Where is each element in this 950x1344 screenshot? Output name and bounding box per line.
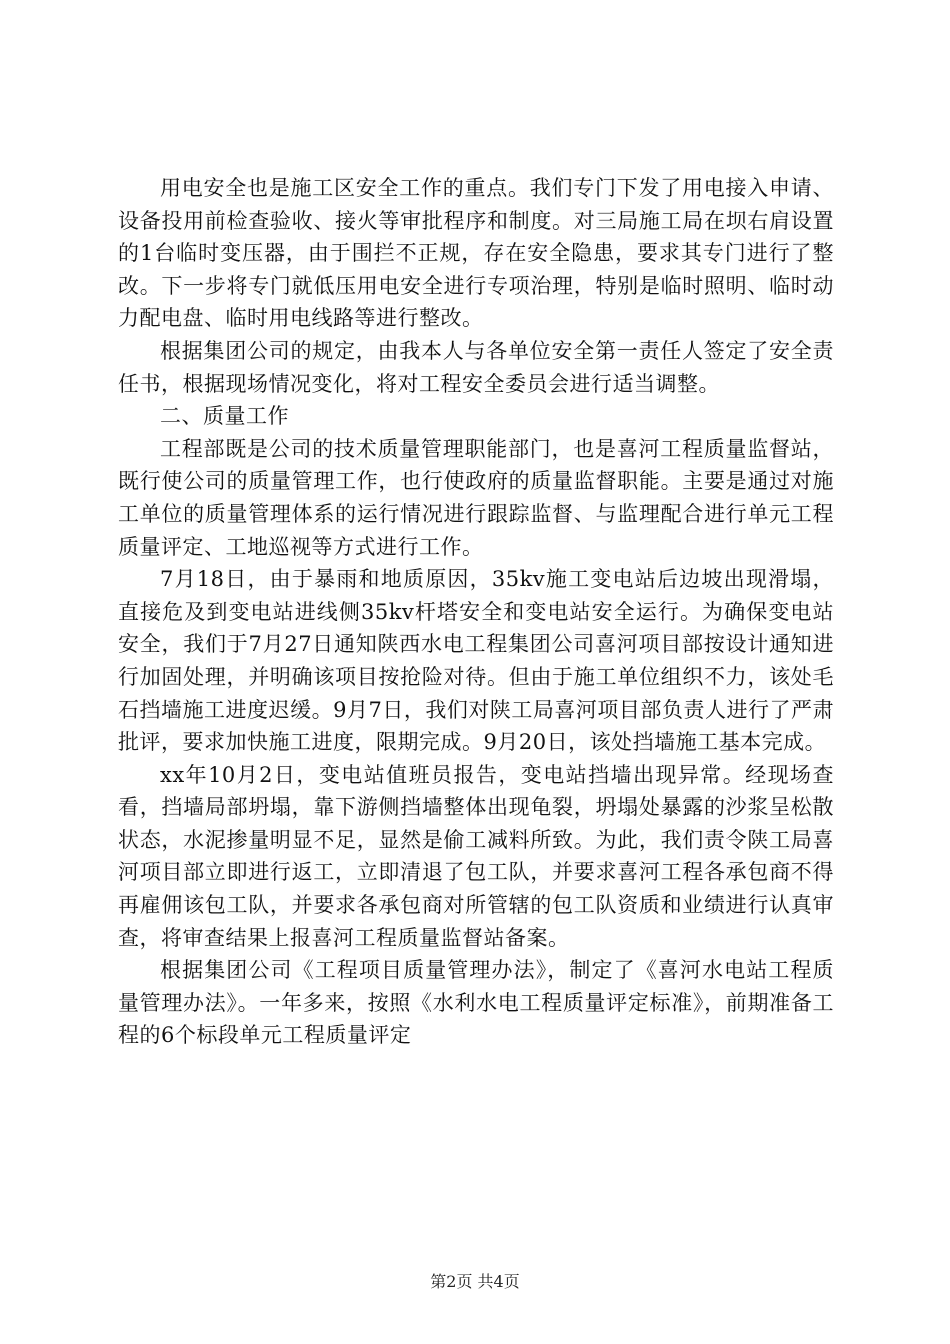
paragraph-july-landslide: 7月18日，由于暴雨和地质原因，35kv施工变电站后边坡出现滑塌，直接危及到变电站进线侧35kv杆塔安全和变电站安全运行。为确保变电站安全，我们于7月27日通知陕西水电工程集团公司喜河项目部按设计通知进行加固处理，并明确该项目按抢险对待。但由于施工单位组织不力，该处毛石挡墙施工进度迟缓。9月7日，我们对陕工局喜河项目部负责人进行了严肃批评，要求加快施工进度，限期完成。9月20日，该处挡墙施工基本完成。 <box>118 567 834 755</box>
page-footer: 第2页 共4页 <box>430 1272 520 1291</box>
section-heading-quality-work: 二、质量工作 <box>160 404 289 429</box>
paragraph-engineering-department: 工程部既是公司的技术质量管理职能部门，也是喜河工程质量监督站，既行使公司的质量管理工作，也行使政府的质量监督职能。主要是通过对施工单位的质量管理体系的运行情况进行跟踪监督、与监理配合进行单元工程质量评定、工地巡视等方式进行工作。 <box>118 436 834 559</box>
paragraph-safety-responsibility: 根据集团公司的规定，由我本人与各单位安全第一责任人签定了安全责任书，根据现场情况变化，将对工程安全委员会进行适当调整。 <box>118 338 834 396</box>
paragraph-october-wall-collapse: xx年10月2日，变电站值班员报告，变电站挡墙出现异常。经现场查看，挡墙局部坍塌，靠下游侧挡墙整体出现龟裂，坍塌处暴露的沙浆呈松散状态，水泥掺量明显不足，显然是偷工减料所致。为此，我们责令陕工局喜河项目部立即进行返工，立即清退了包工队，并要求喜河工程各承包商不得再雇佣该包工队，并要求各承包商对所管辖的包工队资质和业绩进行认真审查，将审查结果上报喜河工程质量监督站备案。 <box>118 762 834 950</box>
paragraph-quality-management-rules: 根据集团公司《工程项目质量管理办法》，制定了《喜河水电站工程质量管理办法》。一年多来，按照《水利水电工程质量评定标准》，前期准备工程的6个标段单元工程质量评定 <box>118 958 834 1048</box>
paragraph-electric-safety: 用电安全也是施工区安全工作的重点。我们专门下发了用电接入申请、设备投用前检查验收、接火等审批程序和制度。对三局施工局在坝右肩设置的1台临时变压器，由于围拦不正规，存在安全隐患，要求其专门进行了整改。下一步将专门就低压用电安全进行专项治理，特别是临时照明、临时动力配电盘、临时用电线路等进行整改。 <box>118 176 834 331</box>
document-body <box>118 172 834 1052</box>
